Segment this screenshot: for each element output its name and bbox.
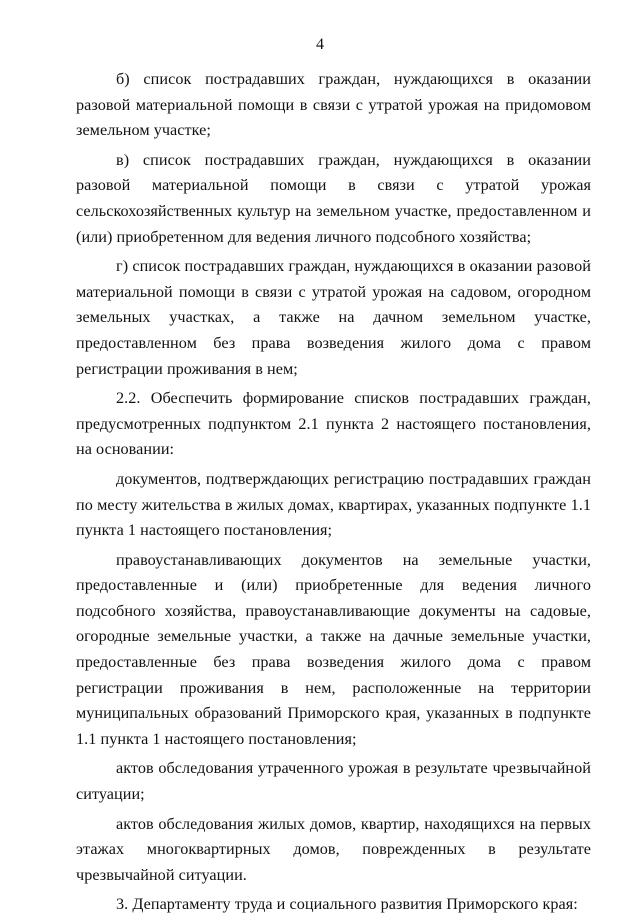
paragraph-registration-docs: документов, подтверждающих регистрацию пострадавших граждан по месту жительства в жилых домах, квартирах, указанных подпункте 1.1 пункта 1 настоящего постановления; (76, 469, 591, 540)
paragraph-2-2: 2.2. Обеспечить формирование списков пострадавших граждан, предусмотренных подпунктом 2.1 пункта 2 настоящего постановления, на основании: (76, 389, 591, 459)
paragraph-land-title-docs: правоустанавливающих документов на земельные участки, предоставленные и (или) приобретенные для ведения личного подсобного хозяйства, правоустанавливающие документы на садовые, огородные земельные участки, а также на дачные земельные участки, предоставленные без права возведения жилого дома с правом регистрации проживания в нем, расположенные на территории муниципальных образований Приморского края, указанных в подпункте 1.1 пункта 1 настоящего постановления; (76, 550, 591, 748)
paragraph-3: 3. Департаменту труда и социального развития Приморского края: (116, 895, 578, 914)
page-number: 4 (316, 36, 324, 53)
paragraph-item-b: б) список пострадавших граждан, нуждающихся в оказании разовой материальной помощи в связи с утратой урожая на придомовом земельном участке; (76, 70, 591, 140)
paragraph-item-v: в) список пострадавших граждан, нуждающихся в оказании разовой материальной помощи в связи с утратой урожая сельскохозяйственных культур на земельном участке, предоставленном и (или) приобретенном для ведения личного подсобного хозяйства; (76, 150, 591, 246)
paragraph-crop-inspection-acts: актов обследования утраченного урожая в результате чрезвычайной ситуации; (76, 759, 591, 804)
paragraph-housing-inspection-acts: актов обследования жилых домов, квартир, находящихся на первых этажах многоквартирных домов, поврежденных в результате чрезвычайной ситуации. (76, 814, 591, 884)
paragraph-item-g: г) список пострадавших граждан, нуждающихся в оказании разовой материальной помощи в связи с утратой урожая на садовом, огородном земельных участках, а также на дачном земельном участке, предоставленном без права возведения жилого дома с правом регистрации проживания в нем; (76, 257, 591, 378)
document-body (76, 67, 591, 922)
